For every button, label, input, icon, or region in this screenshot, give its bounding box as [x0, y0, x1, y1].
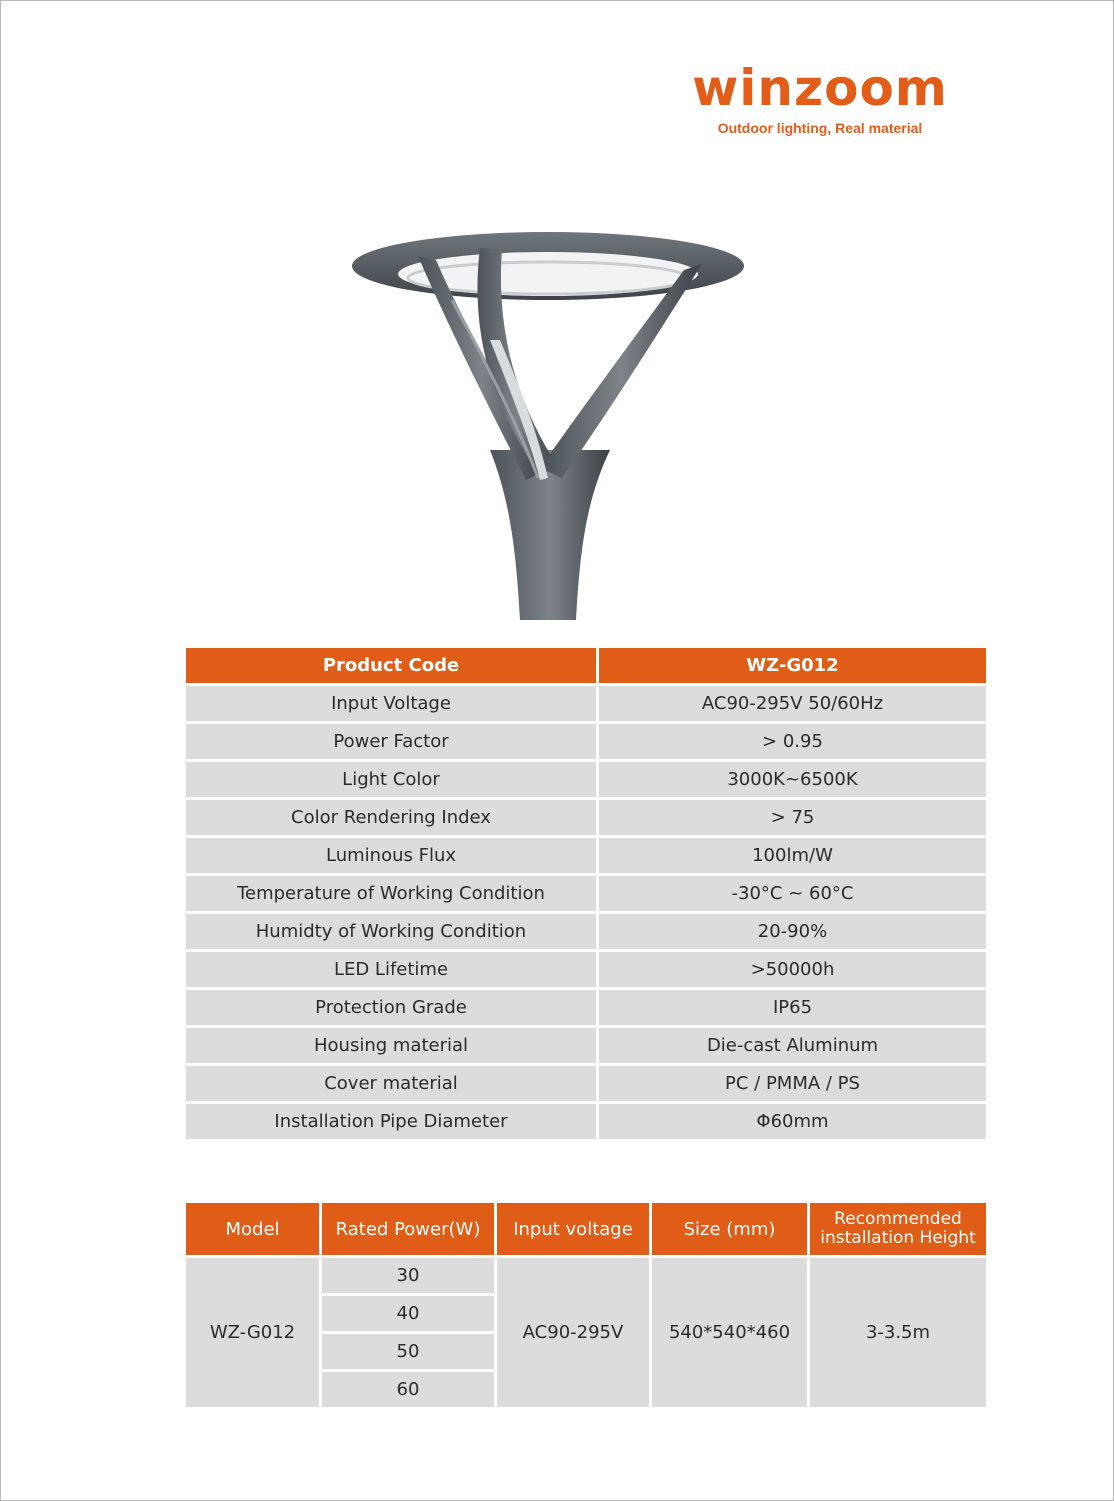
header-size: Size (mm) [652, 1203, 807, 1255]
street-lamp-image [340, 220, 760, 620]
spec-label: Luminous Flux [186, 838, 596, 873]
spec-value: PC / PMMA / PS [599, 1066, 986, 1101]
header-height-line1: Recommended [834, 1209, 962, 1229]
power-cell: 60 [322, 1372, 494, 1407]
spec-value: > 75 [599, 800, 986, 835]
spec-value: AC90-295V 50/60Hz [599, 686, 986, 721]
brand-header [690, 60, 950, 136]
spec-label: Housing material [186, 1028, 596, 1063]
spec-row [186, 800, 986, 835]
spec-header-value: WZ-G012 [599, 648, 986, 683]
power-cell: 40 [322, 1296, 494, 1331]
header-rated-power: Rated Power(W) [322, 1203, 494, 1255]
spec-value: 3000K~6500K [599, 762, 986, 797]
spec-header-row [186, 648, 986, 683]
spec-row [186, 876, 986, 911]
spec-row [186, 1104, 986, 1139]
spec-label: Input Voltage [186, 686, 596, 721]
spec-label: Installation Pipe Diameter [186, 1104, 596, 1139]
spec-value: Φ60mm [599, 1104, 986, 1139]
spec-table [183, 645, 989, 1142]
header-input-voltage: Input voltage [497, 1203, 649, 1255]
spec-row [186, 952, 986, 987]
voltage-cell: AC90-295V [497, 1258, 649, 1407]
header-model: Model [186, 1203, 319, 1255]
height-cell: 3-3.5m [810, 1258, 986, 1407]
spec-value: 20-90% [599, 914, 986, 949]
spec-row [186, 724, 986, 759]
spec-value: 100lm/W [599, 838, 986, 873]
spec-value: Die-cast Aluminum [599, 1028, 986, 1063]
power-cell: 50 [322, 1334, 494, 1369]
spec-label: LED Lifetime [186, 952, 596, 987]
spec-label: Temperature of Working Condition [186, 876, 596, 911]
size-cell: 540*540*460 [652, 1258, 807, 1407]
spec-label: Power Factor [186, 724, 596, 759]
spec-row [186, 838, 986, 873]
model-table [183, 1200, 989, 1410]
spec-row [186, 1066, 986, 1101]
spec-value: IP65 [599, 990, 986, 1025]
spec-header-label: Product Code [186, 648, 596, 683]
spec-label: Cover material [186, 1066, 596, 1101]
spec-value: >50000h [599, 952, 986, 987]
spec-row [186, 914, 986, 949]
spec-row [186, 762, 986, 797]
spec-row [186, 990, 986, 1025]
spec-label: Color Rendering Index [186, 800, 596, 835]
spec-row [186, 686, 986, 721]
spec-row [186, 1028, 986, 1063]
header-height-line2: installation Height [820, 1228, 976, 1248]
brand-logo: winzoom [692, 59, 948, 117]
spec-value: > 0.95 [599, 724, 986, 759]
model-header-row [186, 1203, 986, 1255]
spec-label: Light Color [186, 762, 596, 797]
brand-tagline: Outdoor lighting, Real material [717, 120, 923, 136]
spec-label: Protection Grade [186, 990, 596, 1025]
spec-value: -30°C ~ 60°C [599, 876, 986, 911]
power-cell: 30 [322, 1258, 494, 1293]
model-cell: WZ-G012 [186, 1258, 319, 1407]
spec-label: Humidty of Working Condition [186, 914, 596, 949]
model-row [186, 1258, 986, 1293]
header-installation-height [810, 1203, 986, 1255]
